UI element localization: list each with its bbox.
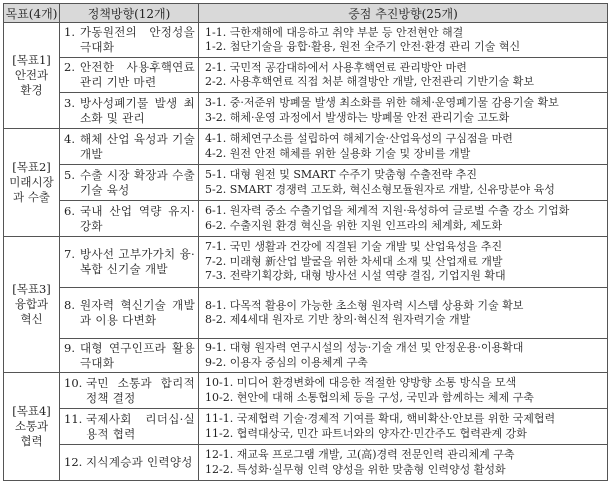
task-item: 2-1. 국민적 공감대하에서 사용후핵연료 관리방안 마련 [205,60,467,74]
goal-label-line: 환경 [20,83,43,97]
key-tasks [199,201,608,237]
policy-direction [60,201,199,237]
policy-number: 1. [64,25,75,39]
key-tasks [199,373,608,409]
goal-label [4,23,60,129]
task-item: 2-2. 사용후핵연료 직접 처분 해결방안 개발, 안전관리 기반기술 확보 [205,75,534,88]
goal-label [4,129,60,237]
header-row [4,4,608,23]
policy-text: 해체 산업 육성과 기술 개발 [80,131,195,161]
policy-number: 9. [64,340,75,355]
policy-text: 원자력 혁신기술 개발과 이용 다변화 [80,298,195,327]
policy-row [4,373,608,409]
policy-text: 가동원전의 안정성을 극대화 [80,25,195,54]
policy-table [3,3,608,481]
task-item: 10-1. 미디어 환경변화에 대응한 적절한 양방향 소통 방식을 모색 [205,376,517,389]
key-tasks [199,23,608,58]
policy-number: 4. [64,131,75,146]
key-tasks [199,129,608,165]
policy-direction [60,409,199,445]
policy-row [4,58,608,93]
policy-direction [60,339,199,373]
policy-row [4,445,608,481]
key-tasks [199,339,608,373]
task-item: 7-1. 국민 생활과 건강에 직결된 기술 개발 및 산업육성을 추진 [205,240,503,254]
policy-text: 지식계승과 인력양성 [86,455,193,469]
policy-number: 8. [64,298,75,312]
policy-row [4,129,608,165]
key-tasks [199,445,608,481]
task-item: 9-1. 대형 원자력 연구시설의 성능·기술 개선 및 안정운용·이용확대 [205,341,524,354]
task-item: 10-2. 현안에 대해 소통협의체 등을 구성, 국민과 함께하는 체제 구축 [205,390,534,404]
policy-row [4,288,608,339]
goal-label-line: 미래시장 [9,175,54,189]
task-item: 4-2. 원전 안전 해체를 위한 실용화 기술 및 장비를 개발 [205,146,471,160]
task-item: 5-2. SMART 경쟁력 고도화, 혁신소형모듈원자로 개발, 신유망분야 육성 [205,182,555,196]
goal-label-line: 과 수출 [13,190,50,204]
policy-number: 7. [64,247,75,261]
task-item: 8-2. 제4세대 원자로 기반 창의·혁신적 원자력기술 개발 [205,313,471,326]
goal-label-line: 협력 [20,434,43,448]
policy-column-header: 정책방향(12개) [60,4,199,23]
policy-number: 5. [64,167,75,182]
goal-label-line: 소통과 [14,419,49,433]
policy-text: 방사선 고부가가치 융·복합 신기술 개발 [80,247,195,276]
key-tasks [199,237,608,288]
goal-label [4,373,60,481]
task-item: 1-1. 극한재해에 대응하고 취약 부분 등 안전현안 해결 [205,25,464,39]
goal-label-line: [목표2] [12,160,51,174]
policy-text: 국내 산업 역량 유지·강화 [80,203,195,233]
policy-number: 12. [64,455,83,469]
task-item: 3-1. 중·저준위 방폐물 발생 최소화를 위한 해체·운영폐기물 감용기술 확보 [205,96,559,109]
goal-label-line: 융합과 [14,297,49,311]
task-column-header: 중점 추진방향(25개) [199,4,608,23]
key-tasks [199,93,608,129]
policy-row [4,93,608,129]
policy-direction [60,445,199,481]
task-item: 5-1. 대형 원전 및 SMART 수주기 맞춤형 수출전략 추진 [205,168,477,181]
policy-text: 대형 연구인프라 활용 극대화 [80,340,195,370]
policy-row [4,165,608,201]
goal-label-line: 혁신 [20,312,43,326]
key-tasks [199,288,608,339]
policy-row [4,237,608,288]
goal-label-line: [목표4] [12,404,51,418]
policy-direction [60,288,199,339]
policy-row [4,339,608,373]
task-item: 9-2. 이용자 중심의 이용체계 구축 [205,355,368,369]
goal-column-header: 목표(4개) [4,4,60,23]
policy-text: 방사성폐기물 발생 최소화 및 관리 [80,95,195,125]
policy-direction [60,93,199,129]
policy-direction [60,165,199,201]
policy-direction [60,58,199,93]
task-item: 7-2. 미래형 新산업 발굴을 위한 차세대 소재 및 산업재료 개발 [205,254,503,268]
policy-row [4,23,608,58]
policy-text: 국제사회 리더십·실용적 협력 [86,411,195,441]
task-item: 7-3. 전략기획강화, 대형 방사선 시설 역량 결집, 기업지원 확대 [205,269,506,283]
policy-number: 2. [64,60,75,74]
policy-number: 6. [64,203,75,218]
policy-number: 3. [64,95,75,110]
task-item: 11-2. 협력대상국, 민간 파트너와의 양자간·민간주도 협력관계 강화 [205,426,527,440]
task-item: 4-1. 해체연구소를 설립하여 해체기술·산업육성의 구심점을 마련 [205,132,513,145]
policy-text: 수출 시장 확장과 수출 기술 육성 [80,167,195,197]
goal-label-line: [목표3] [12,282,51,296]
task-item: 12-2. 특성화·실무형 인력 양성을 위한 맞춤형 인력양성 활성화 [205,462,506,476]
policy-direction [60,129,199,165]
policy-direction [60,23,199,58]
key-tasks [199,165,608,201]
policy-row [4,409,608,445]
task-item: 6-1. 원자력 중소 수출기업을 체계적 지원·육성하여 글로벌 수출 강소 기업화 [205,204,570,217]
goal-label-line: 안전과 [14,68,49,82]
task-item: 3-2. 해체·운영 과정에서 발생하는 방폐물 안전 관리기술 고도화 [205,110,510,124]
policy-text: 안전한 사용후핵연료 관리 기반 마련 [80,60,195,89]
goal-label [4,237,60,373]
key-tasks [199,58,608,93]
policy-row [4,201,608,237]
task-item: 6-2. 수출지원 환경 혁신을 위한 지원 인프라의 체계화, 제도화 [205,218,503,232]
policy-number: 11. [64,411,83,426]
policy-number: 10. [64,375,83,390]
key-tasks [199,409,608,445]
task-item: 1-2. 첨단기술을 융합·활용, 원전 全주기 안전·환경 관리 기술 혁신 [205,40,521,53]
goal-label-line: [목표1] [12,53,51,67]
task-item: 8-1. 다목적 활용이 가능한 초소형 원자력 시스템 상용화 기술 확보 [205,298,524,312]
policy-direction [60,373,199,409]
task-item: 12-1. 재교육 프로그램 개발, 고(高)경력 전문인력 관리체계 구축 [205,448,515,461]
policy-direction [60,237,199,288]
policy-text: 국민 소통과 합리적 정책 결정 [86,375,195,405]
task-item: 11-1. 국제협력 기술·경제적 기여를 확대, 핵비확산·안보를 위한 국제협력 [205,412,556,425]
